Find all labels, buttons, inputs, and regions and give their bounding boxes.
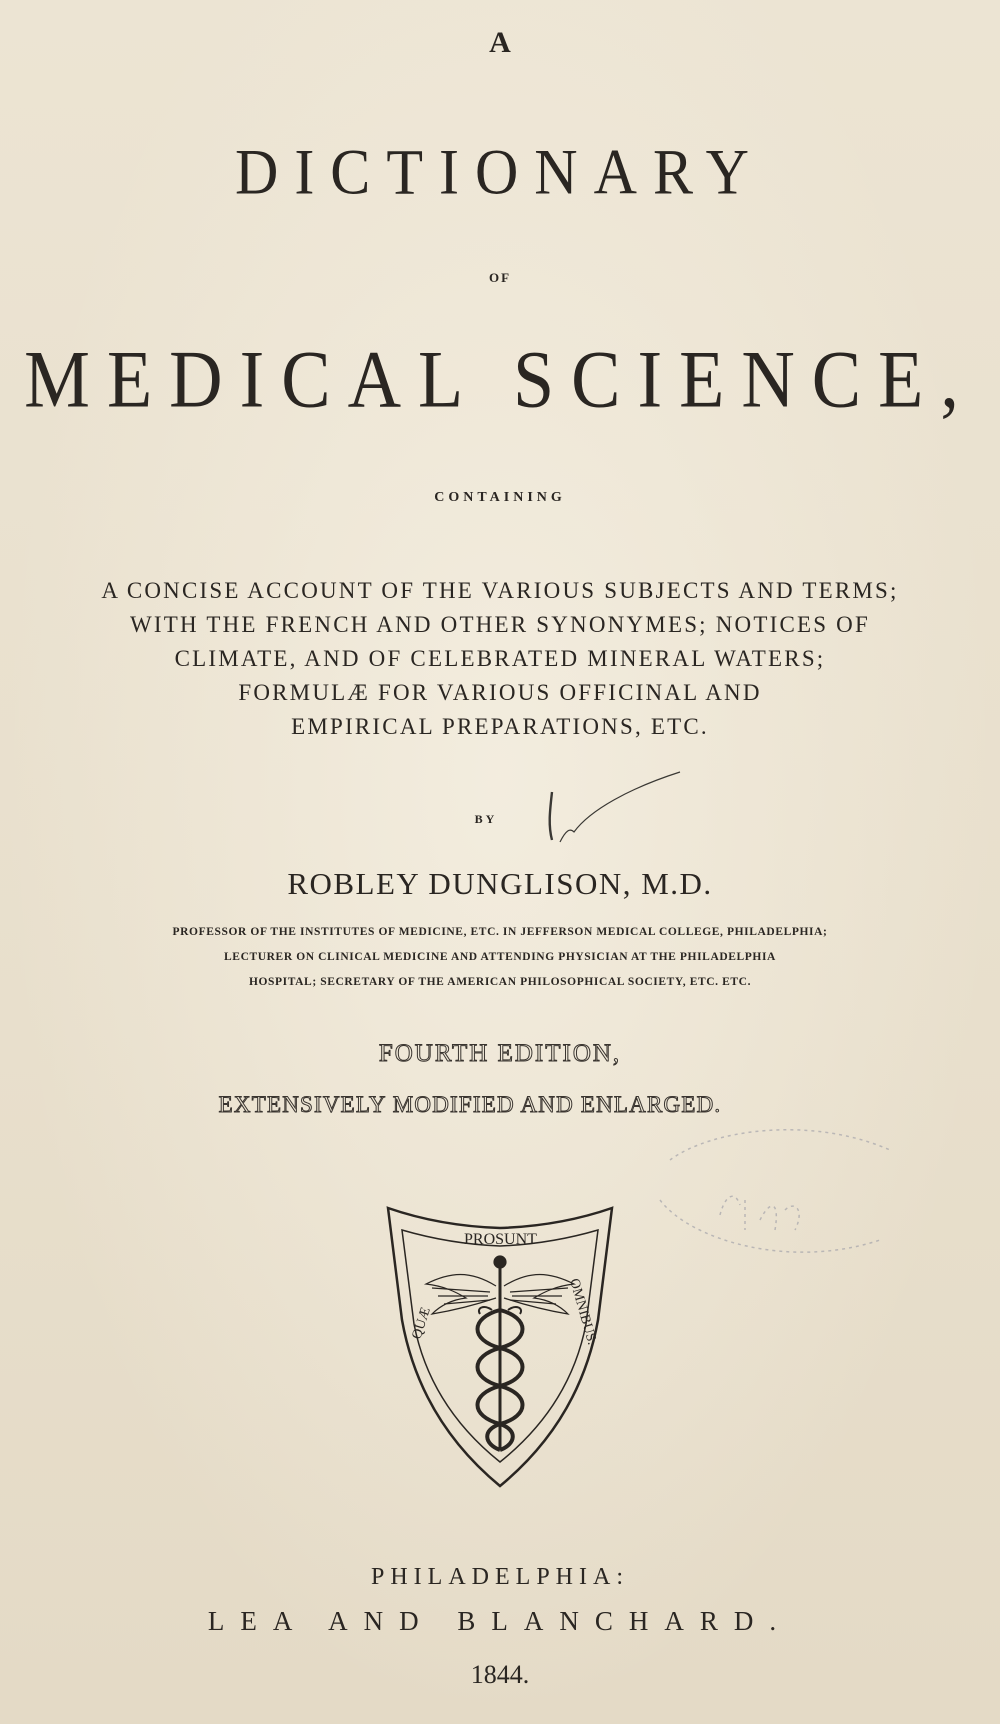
svg-text:OMNIBUS.: OMNIBUS. <box>566 1276 600 1347</box>
title-medical-science: MEDICAL SCIENCE, <box>24 334 976 426</box>
author-credentials <box>0 920 1000 995</box>
containing-label: CONTAINING <box>434 490 566 505</box>
modification-label: EXTENSIVELY MODIFIED AND ENLARGED. <box>218 1092 722 1117</box>
publisher-name: LEA AND BLANCHARD. <box>207 1606 793 1636</box>
description-line: WITH THE FRENCH AND OTHER SYNONYMES; NOTICES OF <box>130 612 870 637</box>
description-line: A CONCISE ACCOUNT OF THE VARIOUS SUBJECTS AND TERMS; <box>101 578 899 603</box>
credential-line: LECTURER ON CLINICAL MEDICINE AND ATTENDING PHYSICIAN AT THE PHILADELPHIA <box>224 951 776 963</box>
description-line: EMPIRICAL PREPARATIONS, ETC. <box>291 714 709 739</box>
description-line: FORMULÆ FOR VARIOUS OFFICINAL AND <box>238 680 762 705</box>
library-stamp <box>650 1120 920 1290</box>
description-block <box>0 574 1000 744</box>
pen-check-mark <box>540 770 690 850</box>
caduceus-emblem <box>380 1200 620 1490</box>
publication-city: PHILADELPHIA: <box>371 1564 629 1590</box>
description-line: CLIMATE, AND OF CELEBRATED MINERAL WATERS; <box>174 646 826 671</box>
title-article: A <box>489 26 511 59</box>
title-of: OF <box>488 270 512 285</box>
author-name: ROBLEY DUNGLISON, M.D. <box>287 866 713 901</box>
svg-text:PROSUNT: PROSUNT <box>464 1231 537 1248</box>
credential-line: PROFESSOR OF THE INSTITUTES OF MEDICINE, ETC. IN JEFFERSON MEDICAL COLLEGE, PHILADELPHIA; <box>172 926 828 938</box>
title-dictionary: DICTIONARY <box>235 136 765 208</box>
credential-line: HOSPITAL; SECRETARY OF THE AMERICAN PHILOSOPHICAL SOCIETY, ETC. ETC. <box>248 976 752 988</box>
edition-label: FOURTH EDITION, <box>378 1040 622 1067</box>
by-label: BY <box>474 812 498 826</box>
svg-text:QUÆ: QUÆ <box>409 1305 434 1342</box>
publication-year: 1844. <box>470 1660 530 1689</box>
